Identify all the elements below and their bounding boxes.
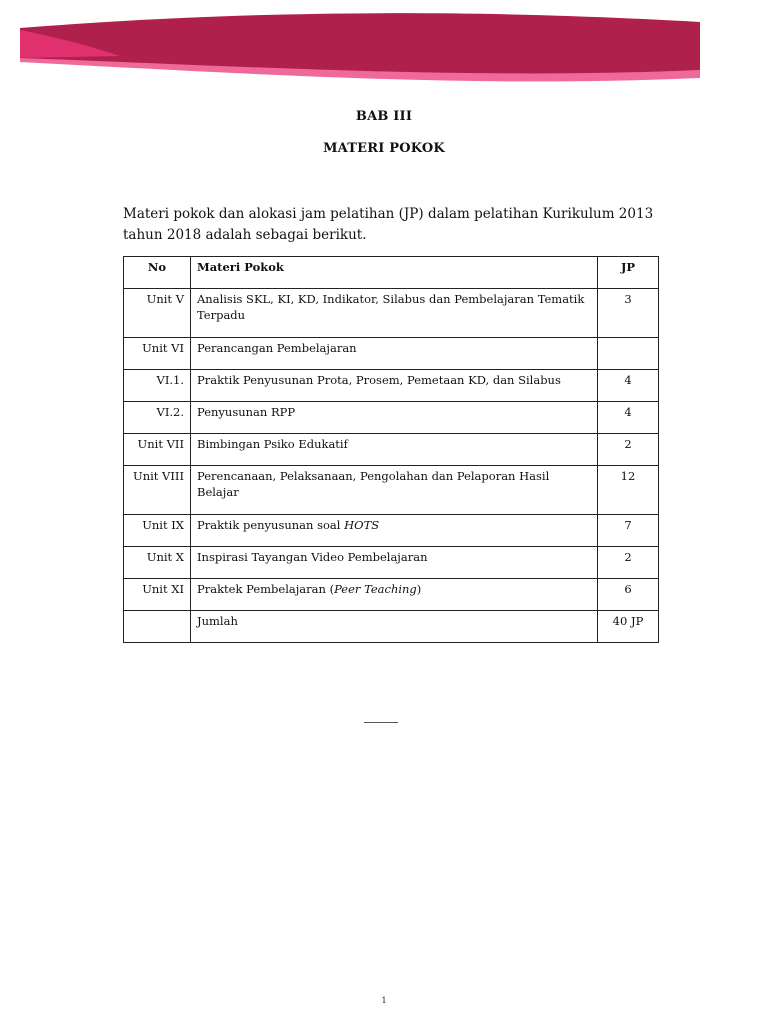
materi-text: Praktek Pembelajaran ( <box>197 582 335 596</box>
materi-emphasis: Peer Teaching <box>334 582 417 596</box>
materi-text-suffix: ) <box>416 582 422 596</box>
materi-table <box>123 256 659 643</box>
row-jp: 6 <box>598 579 659 611</box>
materi-text: Praktik penyusunan soal <box>197 518 345 532</box>
header-jp: JP <box>598 257 659 289</box>
row-no: Unit X <box>124 547 191 579</box>
header-banner <box>0 0 768 90</box>
row-materi: Praktik Penyusunan Prota, Prosem, Pemetaan KD, dan Silabus <box>191 370 598 402</box>
header-materi: Materi Pokok <box>191 257 598 289</box>
separator-line <box>364 722 398 723</box>
row-jp <box>598 338 659 370</box>
table-row <box>124 466 659 515</box>
row-materi: Analisis SKL, KI, KD, Indikator, Silabus dan Pembelajaran Tematik Terpadu <box>191 289 598 338</box>
row-materi <box>191 515 598 547</box>
table-row <box>124 402 659 434</box>
row-materi: Inspirasi Tayangan Video Pembelajaran <box>191 547 598 579</box>
row-no: Unit VIII <box>124 466 191 515</box>
chapter-label: BAB III <box>355 109 413 124</box>
page-number: 1 <box>381 996 387 1005</box>
table-row <box>124 579 659 611</box>
row-no: VI.1. <box>124 370 191 402</box>
table-total-row <box>124 611 659 643</box>
row-jp: 2 <box>598 434 659 466</box>
row-jp: 3 <box>598 289 659 338</box>
row-no: Unit V <box>124 289 191 338</box>
row-materi: Bimbingan Psiko Edukatif <box>191 434 598 466</box>
row-materi: Perencanaan, Pelaksanaan, Pengolahan dan Pelaporan Hasil Belajar <box>191 466 598 515</box>
row-jp: 7 <box>598 515 659 547</box>
row-jp: 4 <box>598 402 659 434</box>
row-jp: 40 JP <box>598 611 659 643</box>
row-no: Unit XI <box>124 579 191 611</box>
row-no: Unit IX <box>124 515 191 547</box>
table-row <box>124 434 659 466</box>
chapter-title: MATERI POKOK <box>323 141 445 156</box>
table-row <box>124 338 659 370</box>
materi-emphasis: HOTS <box>344 518 380 532</box>
row-materi: Jumlah <box>191 611 598 643</box>
row-materi: Penyusunan RPP <box>191 402 598 434</box>
table-row <box>124 370 659 402</box>
row-no <box>124 611 191 643</box>
table-row <box>124 547 659 579</box>
table-row <box>124 515 659 547</box>
table-row <box>124 289 659 338</box>
row-no: Unit VI <box>124 338 191 370</box>
row-materi: Perancangan Pembelajaran <box>191 338 598 370</box>
row-materi <box>191 579 598 611</box>
row-no: Unit VII <box>124 434 191 466</box>
row-jp: 2 <box>598 547 659 579</box>
table-header-row <box>124 257 659 289</box>
header-no: No <box>124 257 191 289</box>
row-jp: 4 <box>598 370 659 402</box>
row-jp: 12 <box>598 466 659 515</box>
row-no: VI.2. <box>124 402 191 434</box>
intro-paragraph: Materi pokok dan alokasi jam pelatihan (JP) dalam pelatihan Kurikulum 2013 tahun 2018 adalah sebagai berikut. <box>123 206 654 243</box>
